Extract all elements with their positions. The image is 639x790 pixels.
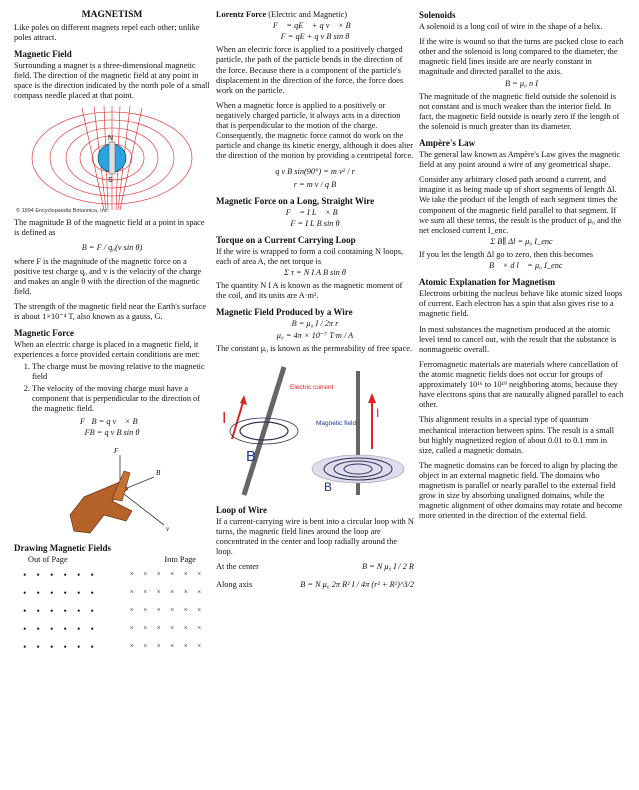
ampere-sum-equation: Σ B∥ Δl = μ₀ I_enc <box>490 236 553 246</box>
permeability-text: The constant μ₀ is known as the permeability of free space. <box>216 343 413 353</box>
center-label: At the center <box>216 562 259 572</box>
right-hand-rule-figure <box>14 441 210 539</box>
where-text: where F is the magnitude of the magnetic force on a positive test charge q₀ and v is the velocity of the charge and makes an angle θ with the direction of the magnetic field. <box>14 256 202 296</box>
current-i-label: I <box>222 409 227 427</box>
torque-heading: Torque on a Current Carrying Loop <box>216 234 356 245</box>
into-page-label: Into Page <box>164 555 196 565</box>
north-pole-label: N <box>108 135 114 143</box>
axis-equation: B = N μ₀ 2π R² I / 4π (r² + R²)^3/2 <box>300 580 414 590</box>
intro-text: Like poles on different magnets repel each other; unlike poles attract. <box>14 22 200 42</box>
alignment-text: This alignment results in a special type of quantum mechanical interaction between spins. The result is a small but highly magnetized region of about 0.01 to 0.1 mm in size, called a magnetic domain. <box>419 415 614 455</box>
loop-heading: Loop of Wire <box>216 504 268 515</box>
lorentz-magnitude-equation: F = qE + q v B sin θ <box>280 32 350 42</box>
magnetic-force-work-text: When a magnetic force is applied to a positively or negatively charged particle, it always acts in a direction that is perpendicular to the motion of the charge. Consequently, the magnetic force cannot do work on the particle and change its kinetic energy, although it does alter the direction of the motion by providing a centripetal force. <box>216 100 414 161</box>
permeability-equation: μ₀ = 4π × 10⁻⁷ T·m / A <box>276 330 354 340</box>
atomic-heading: Atomic Explanation for Magnetism <box>419 277 556 288</box>
figure-credit: © 1994 Encyclopaedia Britannica, Inc. <box>16 208 110 215</box>
magnetic-field-label: Magnetic field <box>316 419 357 427</box>
domain-text: The magnetic domains can be forced to align by placing the object in an external magnetic field. The domains who magnetism is parallel or nearly parallel to the external field grow in size by absorbing unaligned domains, while the magnetic alignment of other domains may rotate and become more oriented in the direction of the external field. <box>419 460 623 521</box>
velocity-direction-label: v <box>166 525 170 534</box>
magnetic-field-text: Surrounding a magnet is a three-dimensional magnetic field. The direction of the magnetic field at any point in space is the direction indicated by the north pole of a small compass needle placed at that point. <box>14 60 210 101</box>
ampere-integral-equation: ∮ B⃗ × d l⃗ = μ₀ I_enc <box>480 261 563 271</box>
solenoid-field-text: If the wire is wound so that the turns are packed close to each other and the solenoid is long compared to the diameter, the magnetic field lines inside are are nearly constant in magnitude and directed parallel to the axis. <box>419 37 624 77</box>
solenoid-definition: A solenoid is a long coil of wire in the shape of a helix. <box>419 21 603 31</box>
field-b-label: B <box>246 447 257 465</box>
earth-field-text: The strength of the magnetic field near the Earth's surface is about 1×10⁻⁴ T, also known as a gauss, G. <box>14 301 207 322</box>
magnetic-field-heading: Magnetic Field <box>14 48 72 59</box>
condition-item: 1. The charge must be moving relative to the magnetic field <box>32 362 210 382</box>
condition-item: 2. The velocity of the moving charge must have a component that is perpendicular to the direction of the magnetic field. <box>32 384 210 414</box>
drawing-fields-heading: Drawing Magnetic Fields <box>14 543 111 554</box>
magnetic-moment-text: The quantity N I A is known as the magnetic moment of the coil, and its units are A·m². <box>216 281 403 301</box>
loop-text: If a current-carrying wire is bent into a circular loop with N turns, the magnetic field lines around the loop are concentrated in the center and loop radially around the loop. <box>216 516 414 557</box>
into-page-symbols: × × × × × × × × × × × × × × × × × × × × × × × × × × × × × × <box>129 570 202 651</box>
magnitude-equation: B = F / q₀(v sin θ) <box>81 243 143 253</box>
torque-equation: Σ τ = N I A B sin θ <box>284 268 346 278</box>
bar-magnet-field-figure <box>14 106 210 214</box>
magnitude-text: The magnitude B of the magnetic field at a point in space is defined as <box>14 218 205 238</box>
wire-field-figure <box>216 359 414 499</box>
wire-field-equation: B = μ₀ I / 2π r <box>291 319 339 329</box>
solenoid-equation: B = μ₀ n I <box>505 78 538 88</box>
ampere-path-text: Consider any arbitrary closed path around a current, and imagine it as being made up of short segments of length Δl. We take the product of the length of each segment times the component of the magnetic field parallel to that segment. If we sum all these terms, the result is the product of μ₀ and the net enclosed current I_enc. <box>419 175 622 235</box>
force-vector-equation: F⃗B = q v⃗ × B⃗ <box>80 416 144 426</box>
wire-force-vector-equation: F⃗ = I L⃗ × B⃗ <box>285 207 345 217</box>
wire-force-magnitude-equation: F = I L B sin θ <box>290 218 340 228</box>
current-i-label-2: I <box>376 405 380 420</box>
page-title: MAGNETISM <box>81 10 143 20</box>
lorentz-force-heading: Lorentz Force <box>216 10 267 19</box>
ampere-text: The general law known as Ampère's Law gives the magnetic field at any point around a wire of any geometrical shape. <box>419 150 621 170</box>
magnetic-force-text: When an electric charge is placed in a magnetic field, it experiences a force provided certain conditions are met: <box>14 340 200 360</box>
straight-wire-heading: Magnetic Force on a Long, Straight Wire <box>216 195 375 206</box>
torque-text: If the wire is wrapped to form a coil containing N loops, each of area A, the net torque is <box>216 246 404 267</box>
field-b-label-2: B <box>324 479 333 494</box>
column-1 <box>14 10 210 653</box>
solenoids-heading: Solenoids <box>419 10 456 20</box>
electric-current-label: Electric current <box>290 383 334 391</box>
out-of-page-symbols: • • • • • • • • • • • • • • • • • • • • • • • • • • • • • • <box>23 570 94 653</box>
force-direction-label: F <box>114 447 119 456</box>
magnetic-force-heading: Magnetic Force <box>14 328 75 339</box>
column-2 <box>216 10 414 591</box>
column-3 <box>419 10 624 527</box>
atomic-cancel-text: In most substances the magnetism produced at the atomic level tend to cancel out, with the result that the substance is nonmagnetic overall. <box>419 324 617 354</box>
lorentz-subtitle: (Electric and Magnetic) <box>268 10 348 19</box>
lorentz-vector-equation: F⃗ = qE⃗ + q v⃗ × B⃗ <box>272 21 358 31</box>
radius-equation: r = m v / q B <box>293 179 337 189</box>
ferromagnetic-text: Ferromagnetic materials are materials where cancellation of the atomic magnetic fields does not occur for groups of approximately 10¹⁶ to 10¹⁹ neighboring atoms, because they have electrons spins that are naturally aligned parallel to each other. <box>419 359 624 410</box>
out-of-page-label: Out of Page <box>28 555 68 565</box>
conditions-list <box>14 362 210 414</box>
south-pole-label: S <box>108 177 113 185</box>
ampere-limit-text: If you let the length Δl go to zero, then this becomes <box>419 250 593 260</box>
ampere-heading: Ampère's Law <box>419 138 476 149</box>
solenoid-outside-text: The magnitude of the magnetic field outside the solenoid is not constant and is much weaker than the interior field. In fact, the magnetic field outside is nearly zero if the length of the solenoid is much greater than its diameter. <box>419 91 620 131</box>
wire-field-heading: Magnetic Field Produced by a Wire <box>216 307 353 318</box>
center-equation: B = N μ₀ I / 2 R <box>361 562 414 572</box>
electric-force-text: When an electric force is applied to a positively charged particle, the path of the particle bends in the direction of the force. Because there is a component of the particle's displacement in the direction of the force, the force does work on the particle. <box>216 45 404 95</box>
atomic-text: Electrons orbiting the nucleus behave like atomic sized loops of current. Each electron has a spin that also gives rise to a magnetic field. <box>419 289 623 319</box>
axis-label: Along axis <box>216 580 253 590</box>
force-magnitude-equation: FB = q v B sin θ <box>84 428 140 438</box>
centripetal-equation: q v B sin(90°) = m v² / r <box>275 166 355 176</box>
field-direction-label: B <box>156 469 161 478</box>
